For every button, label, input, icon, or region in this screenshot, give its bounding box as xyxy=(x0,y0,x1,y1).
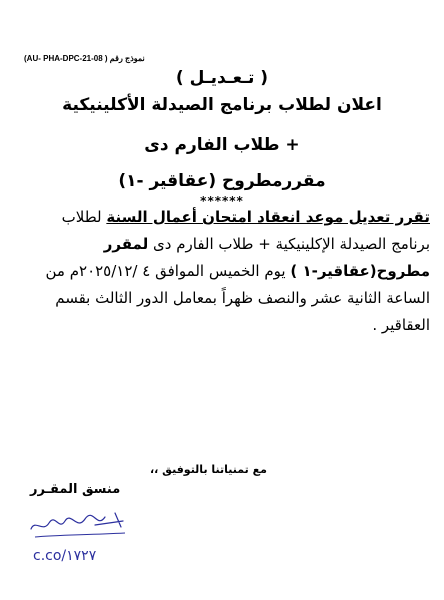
decision-text: تقرر تعديل موعد انعقاد امتحان أعمال السنة xyxy=(106,208,430,226)
stars-divider: ****** xyxy=(200,194,244,208)
signature-text: c.co/١٧٢٧ xyxy=(33,548,97,564)
announcement-heading-line2: + طلاب الفارم دى xyxy=(144,135,300,155)
course-text: لمقرر مطروح(عقاقير-١ ) xyxy=(103,235,430,280)
announcement-heading-line3: مقررمطروح (عقاقير -١) xyxy=(118,171,326,191)
announcement-heading-line1: اعلان لطلاب برنامج الصيدلة الأكلينيكية xyxy=(62,95,382,115)
announcement-body xyxy=(22,204,430,339)
date-text: يوم الخميس الموافق ٤ /٢٠٢٥/١٢م من الساعة الثانية عشر والنصف ظهراً بمعامل الدور الثالث بقسم العقاقير . xyxy=(45,262,430,334)
coordinator-label: منسق المقـرر xyxy=(30,482,121,497)
amendment-title: ( تـعـديـل ) xyxy=(175,68,269,88)
signature-icon xyxy=(25,505,140,575)
closing-wish: مع تمنياتنا بالتوفيق ،، xyxy=(150,463,267,476)
students-text: لطلاب برنامج الصيدلة الإكلينيكية + طلاب الفارم دى xyxy=(61,208,430,253)
form-code: (AU- PHA-DPC-21-08 ) نموذج رقم xyxy=(24,54,145,63)
